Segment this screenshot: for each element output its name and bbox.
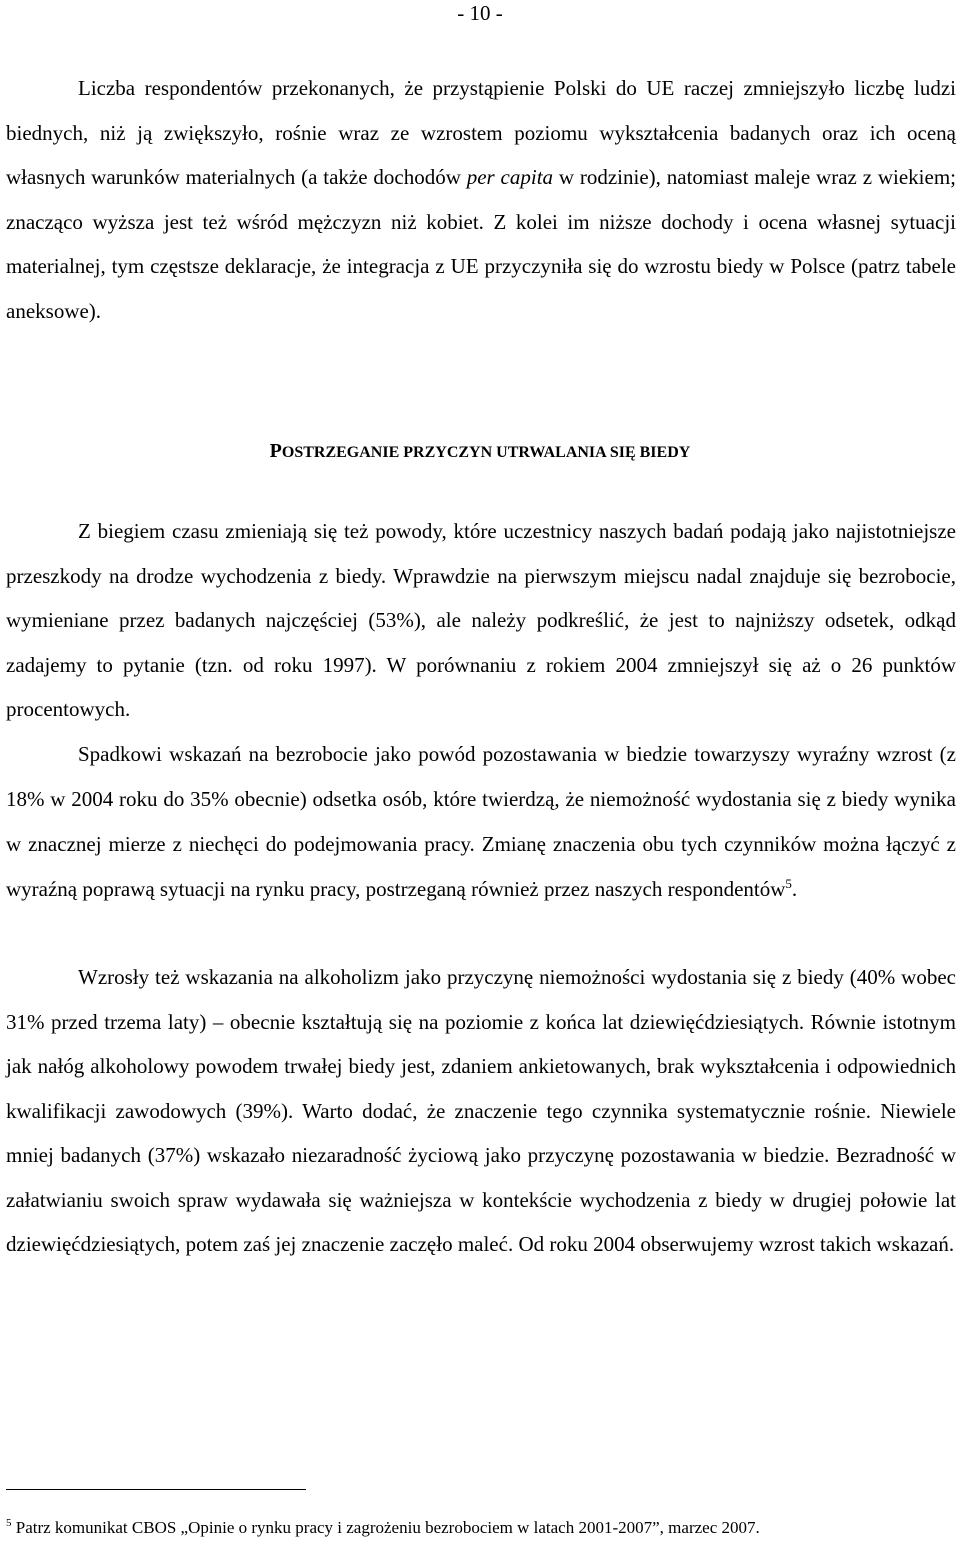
section-heading bbox=[0, 437, 960, 467]
footnote-divider bbox=[6, 1489, 306, 1490]
paragraph-unemployment: Z biegiem czasu zmieniają się też powody, które uczestnicy naszych badań podają jako najistotniejsze przeszkody na drodze wychodzenia z biedy. Wprawdzie na pierwszym miejscu nadal znajduje się bezrobocie, wymieniane przez badanych najczęściej (53%), ale należy podkreślić, że jest to najniższy odsetek, odkąd zadajemy to pytanie (tzn. od roku 1997). W porównaniu z rokiem 2004 zmniejszył się aż o 26 punktów procentowych. bbox=[6, 519, 956, 721]
footnote-text: Patrz komunikat CBOS „Opinie o rynku pracy i zagrożeniu bezrobociem w latach 2001-2007”, marzec 2007. bbox=[11, 1518, 760, 1537]
paragraph-alcoholism: Wzrosły też wskazania na alkoholizm jako przyczynę niemożności wydostania się z biedy (40% wobec 31% przed trzema laty) – obecnie kształtują się na poziomie z końca lat dziewięćdziesiątych. Równie istotnym jak nałóg alkoholowy powodem trwałej biedy jest, zdaniem ankietowanych, brak wykształcenia i odpowiednich kwalifikacji zawodowych (39%). Warto dodać, że znaczenie tego czynnika systematycznie rośnie. Niewiele mniej badanych (37%) wskazało niezaradność życiową jako przyczynę pozostawania w biedzie. Bezradność w załatwianiu swoich spraw wydawała się ważniejsza w kontekście wychodzenia z biedy w drugiej połowie lat dziewięćdziesiątych, potem zaś jej znaczenie zaczęło maleć. Od roku 2004 obserwujemy wzrost takich wskazań. bbox=[6, 965, 956, 1256]
heading-rest-1: OSTRZEGANIE PRZYCZYN UTRWALANIA SIĘ BIEDY bbox=[281, 444, 691, 461]
footnote-reference[interactable]: 5 bbox=[785, 876, 792, 891]
paragraph1-text-start: Liczba respondentów przekonanych, że przystąpienie Polski do UE raczej zmniejszyło liczbę ludzi biednych, niż ją zwiększyło, rośnie wraz ze wzrostem poziomu wykształcenia badanych oraz ich oceną własnych warunków materialnych (a także dochodów bbox=[6, 76, 956, 189]
paragraph1-italic: per capita bbox=[466, 165, 554, 189]
page-number: - 10 - bbox=[457, 1, 503, 25]
paragraph3-text: Spadkowi wskazań na bezrobocie jako powód pozostawania w biedzie towarzyszy wyraźny wzrost (z 18% w 2004 roku do 35% obecnie) odsetka osób, które twierdzą, że niemożność wydostania się z biedy wynika w znacznej mierze z niechęci do podejmowania pracy. Zmianę znaczenia obu tych czynników można łączyć z wyraźną poprawą sytuacji na rynku pracy, postrzeganą również przez naszych respondentów bbox=[6, 742, 956, 901]
footnote bbox=[6, 1516, 956, 1540]
paragraph1-text-end: w rodzinie), natomiast maleje wraz z wiekiem; znacząco wyższa jest też wśród mężczyzn niż kobiet. Z kolei im niższe dochody i ocena własnej sytuacji materialnej, tym częstsze deklaracje, że integracja z UE przyczyniła się do wzrostu biedy w Polsce (patrz tabele aneksowe). bbox=[6, 165, 956, 323]
paragraph3-end: . bbox=[791, 877, 798, 901]
heading-initial-1: P bbox=[269, 440, 282, 462]
paragraph-eu-poverty-opinions bbox=[6, 66, 956, 333]
paragraph-work-reluctance bbox=[6, 732, 956, 912]
footnote-number: 5 bbox=[6, 1517, 12, 1529]
